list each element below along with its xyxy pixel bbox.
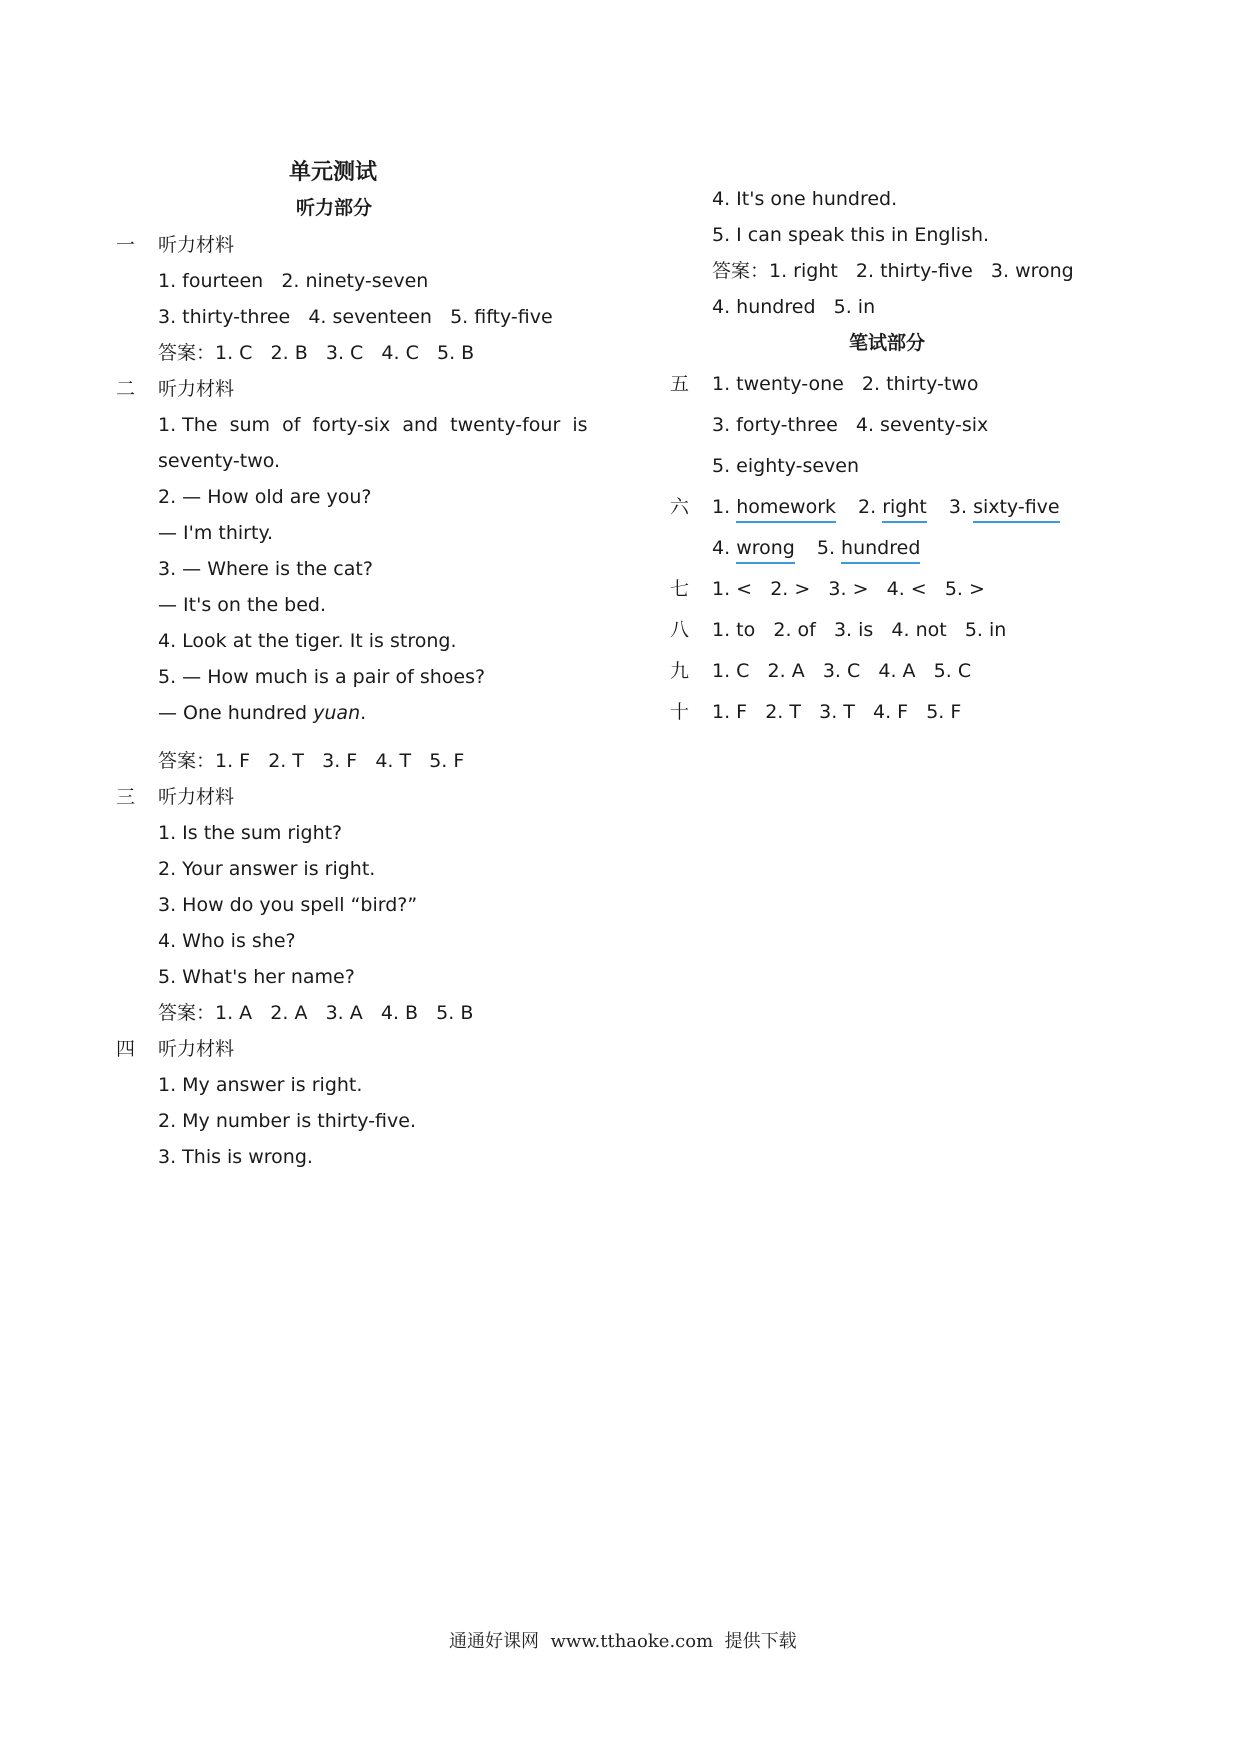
section-2-line: — I'm thirty. (158, 522, 274, 544)
section-3-num: 三 (116, 786, 136, 808)
section-3-label: 听力材料 (158, 786, 235, 808)
section-3-line: 3. How do you spell “bird?” (158, 894, 418, 916)
section-2-answer: 答案：1. F 2. T 3. F 4. T 5. F (158, 750, 465, 772)
section-3-line: 2. Your answer is right. (158, 858, 376, 880)
answer-word: hundred (841, 537, 920, 564)
line-suffix: . (360, 702, 367, 724)
item-number: 4. (712, 537, 731, 559)
section-7-line: 1. < 2. > 3. > 4. < 5. > (712, 578, 985, 600)
section-3-line: 1. Is the sum right? (158, 822, 343, 844)
section-6-num: 六 (670, 496, 690, 518)
section-10-line: 1. F 2. T 3. T 4. F 5. F (712, 701, 962, 723)
section-3-line: 5. What's her name? (158, 966, 355, 988)
section-2-line: — It's on the bed. (158, 594, 327, 616)
section-2-num: 二 (116, 378, 136, 400)
section-5-line: 5. eighty-seven (712, 455, 860, 477)
item-number: 2. (858, 496, 877, 518)
section-1-label: 听力材料 (158, 234, 235, 256)
section-2-label: 听力材料 (158, 378, 235, 400)
section-10-num: 十 (670, 701, 690, 723)
section-8-line: 1. to 2. of 3. is 4. not 5. in (712, 619, 1007, 641)
line-prefix: — One hundred (158, 702, 314, 724)
section-2-line: 1. The sum of forty-six and twenty-four is (158, 414, 588, 436)
section-5-line: 1. twenty-one 2. thirty-two (712, 373, 979, 395)
section-4-line: 2. My number is thirty-five. (158, 1110, 416, 1132)
section-2-line: 3. — Where is the cat? (158, 558, 373, 580)
section-2-line: 2. — How old are you? (158, 486, 372, 508)
section-2-line: 5. — How much is a pair of shoes? (158, 666, 486, 688)
section-9-line: 1. C 2. A 3. C 4. A 5. C (712, 660, 972, 682)
section-2-line-last (158, 704, 366, 723)
section-3-line: 4. Who is she? (158, 930, 296, 952)
section-4-num: 四 (116, 1038, 136, 1060)
section-4-cont-line: 5. I can speak this in English. (712, 224, 990, 246)
section-4-label: 听力材料 (158, 1038, 235, 1060)
item-number: 1. (712, 496, 731, 518)
section-4-answer-cont: 4. hundred 5. in (712, 296, 876, 318)
section-4-cont-line: 4. It's one hundred. (712, 188, 898, 210)
section-2-line: 4. Look at the tiger. It is strong. (158, 630, 457, 652)
page-title: 单元测试 (289, 160, 378, 185)
italic-word: yuan (313, 702, 361, 724)
section-9-num: 九 (670, 660, 690, 682)
section-6-line-1 (712, 498, 1060, 517)
written-subtitle: 笔试部分 (849, 332, 926, 354)
listening-subtitle: 听力部分 (296, 197, 373, 219)
section-4-line: 1. My answer is right. (158, 1074, 363, 1096)
section-5-line: 3. forty-three 4. seventy-six (712, 414, 989, 436)
section-5-num: 五 (670, 373, 690, 395)
answer-word: homework (736, 496, 836, 523)
item-number: 5. (816, 537, 835, 559)
item-number: 3. (948, 496, 968, 518)
section-3-answer: 答案：1. A 2. A 3. A 4. B 5. B (158, 1002, 474, 1024)
answer-word: wrong (736, 537, 795, 564)
answer-word: sixty-five (973, 496, 1060, 523)
section-1-line: 3. thirty-three 4. seventeen 5. fifty-five (158, 306, 553, 328)
section-1-answer: 答案：1. C 2. B 3. C 4. C 5. B (158, 342, 475, 364)
answer-word: right (882, 496, 927, 523)
section-4-line: 3. This is wrong. (158, 1146, 313, 1168)
section-1-num: 一 (116, 234, 136, 256)
footer-text: 通通好课网 www.tthaoke.com 提供下载 (449, 1631, 797, 1652)
section-2-line: seventy-two. (158, 450, 281, 472)
section-6-line-2 (712, 539, 920, 558)
section-1-line: 1. fourteen 2. ninety-seven (158, 270, 429, 292)
section-7-num: 七 (670, 578, 690, 600)
section-4-answer: 答案：1. right 2. thirty-five 3. wrong (712, 260, 1074, 282)
section-8-num: 八 (670, 619, 690, 641)
